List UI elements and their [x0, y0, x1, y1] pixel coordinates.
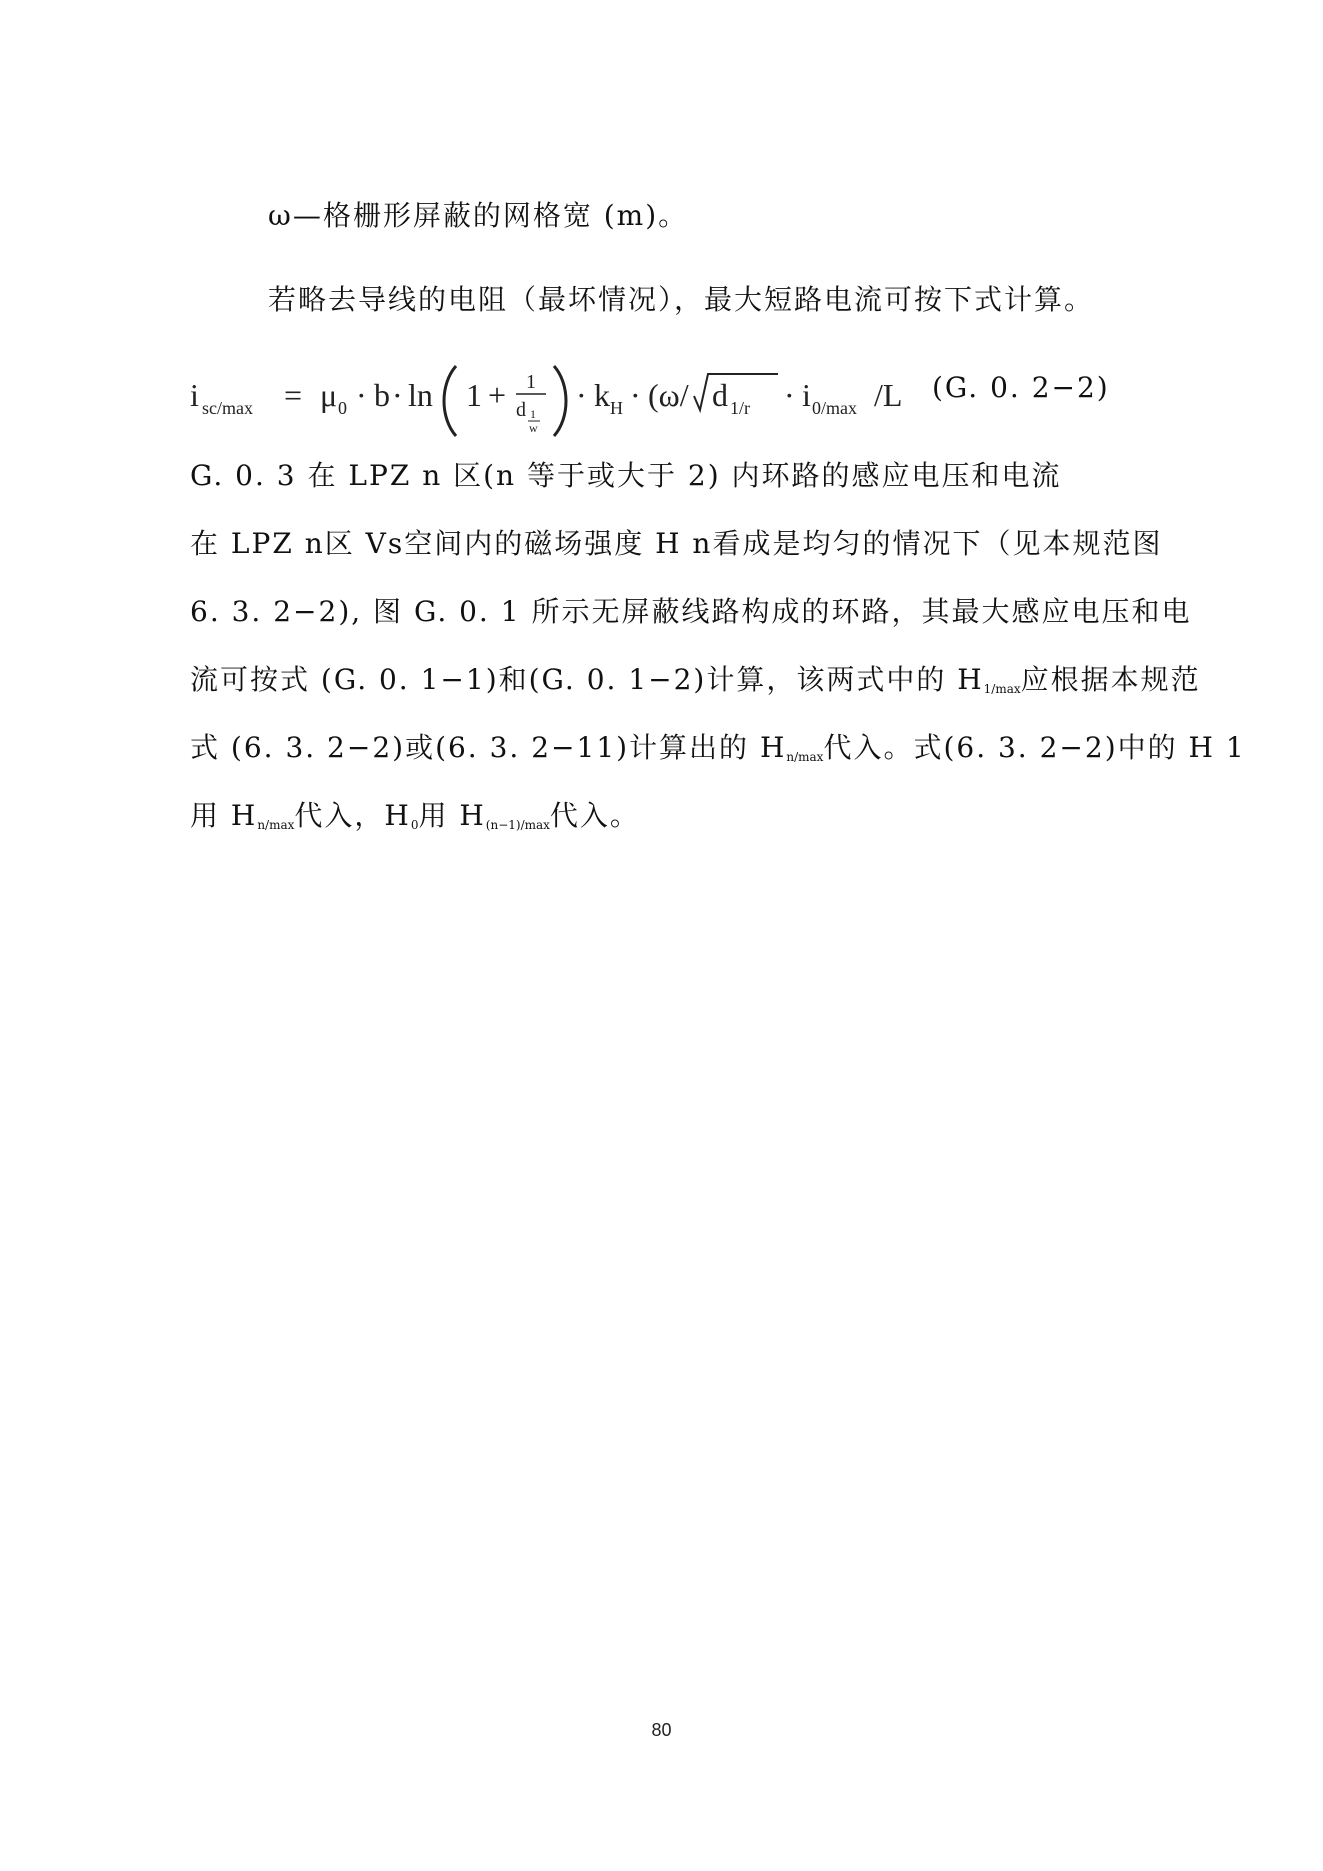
formula-tag: (G. 0. 2−2) [932, 371, 1110, 404]
text-line-7-part-a: 式 (6. 3. 2−2)或(6. 3. 2−11)计算出的 H [190, 731, 787, 764]
formula-i0: i [802, 377, 811, 413]
text-line-7-part-b: 代入。式(6. 3. 2−2)中的 H 1 [823, 731, 1246, 764]
formula-ln: ln [408, 377, 433, 413]
text-line-6-part-b: 应根据本规范 [1020, 663, 1201, 696]
formula-mu: μ [320, 377, 338, 413]
formula-omega: (ω/ [648, 377, 689, 413]
text-line-8-part-c: 用 H [418, 799, 486, 832]
formula-graphic [190, 360, 920, 440]
formula-left-paren [444, 366, 456, 436]
formula-dot-5: · [784, 377, 795, 413]
formula-lhs-sub: sc/max [202, 398, 253, 418]
formula-lhs: i [190, 377, 199, 413]
formula-one: 1 [466, 377, 482, 413]
text-line-6-subscript: 1/max [983, 682, 1021, 696]
text-line-omega-definition: ω—格栅形屏蔽的网格宽 (m)。 [268, 199, 689, 232]
formula-d-sub: 1/r [730, 398, 750, 418]
formula-mu-sub: 0 [338, 398, 347, 418]
formula-equals: = [284, 377, 303, 413]
text-line-6-part-a: 流可按式 (G. 0. 1−1)和(G. 0. 1−2)计算，该两式中的 H [190, 663, 984, 696]
text-line-8-part-a: 用 H [190, 799, 258, 832]
formula-dot-2: · [392, 377, 403, 413]
formula-tail: /L [874, 377, 903, 413]
formula-i0-sub: 0/max [812, 398, 857, 418]
formula-plus: + [488, 377, 507, 413]
formula-k-sub: H [610, 398, 623, 418]
formula-dot-3: · [576, 377, 587, 413]
formula-d: d [712, 377, 728, 413]
text-line-8-subscript-3: (n−1)/max [485, 818, 550, 832]
text-line-8 [190, 796, 640, 845]
formula-right-paren [554, 366, 566, 436]
formula-b: b [374, 377, 390, 413]
text-line-6 [190, 660, 1201, 709]
formula-frac-numer: 1 [526, 371, 536, 393]
page-number: 80 [651, 1720, 672, 1740]
section-heading-G-0-3: G. 0. 3 在 LPZ n 区(n 等于或大于 2) 内环路的感应电压和电流 [190, 459, 1062, 492]
text-line-intro-formula: 若略去导线的电阻（最坏情况），最大短路电流可按下式计算。 [268, 283, 1095, 316]
text-line-7-subscript: n/max [786, 750, 824, 764]
formula-dot-4: · [630, 377, 641, 413]
formula-frac-denom-sub-num: 1 [530, 407, 536, 421]
formula-dot-1: · [356, 377, 367, 413]
text-line-4: 在 LPZ n区 Vs空间内的磁场强度 H n看成是均匀的情况下（见本规范图 [190, 527, 1163, 560]
text-line-8-part-d: 代入。 [549, 799, 640, 832]
text-line-7 [190, 728, 1246, 777]
formula-frac-denom: d [516, 399, 526, 421]
text-line-8-subscript-2: 0 [410, 818, 419, 832]
text-line-5: 6. 3. 2−2), 图 G. 0. 1 所示无屏蔽线路构成的环路，其最大感应电压和电 [190, 595, 1192, 628]
formula-frac-denom-sub-den: w [529, 421, 538, 435]
text-line-8-part-b: 代入，H [294, 799, 411, 832]
text-line-8-subscript-1: n/max [257, 818, 295, 832]
formula-k: k [594, 377, 610, 413]
